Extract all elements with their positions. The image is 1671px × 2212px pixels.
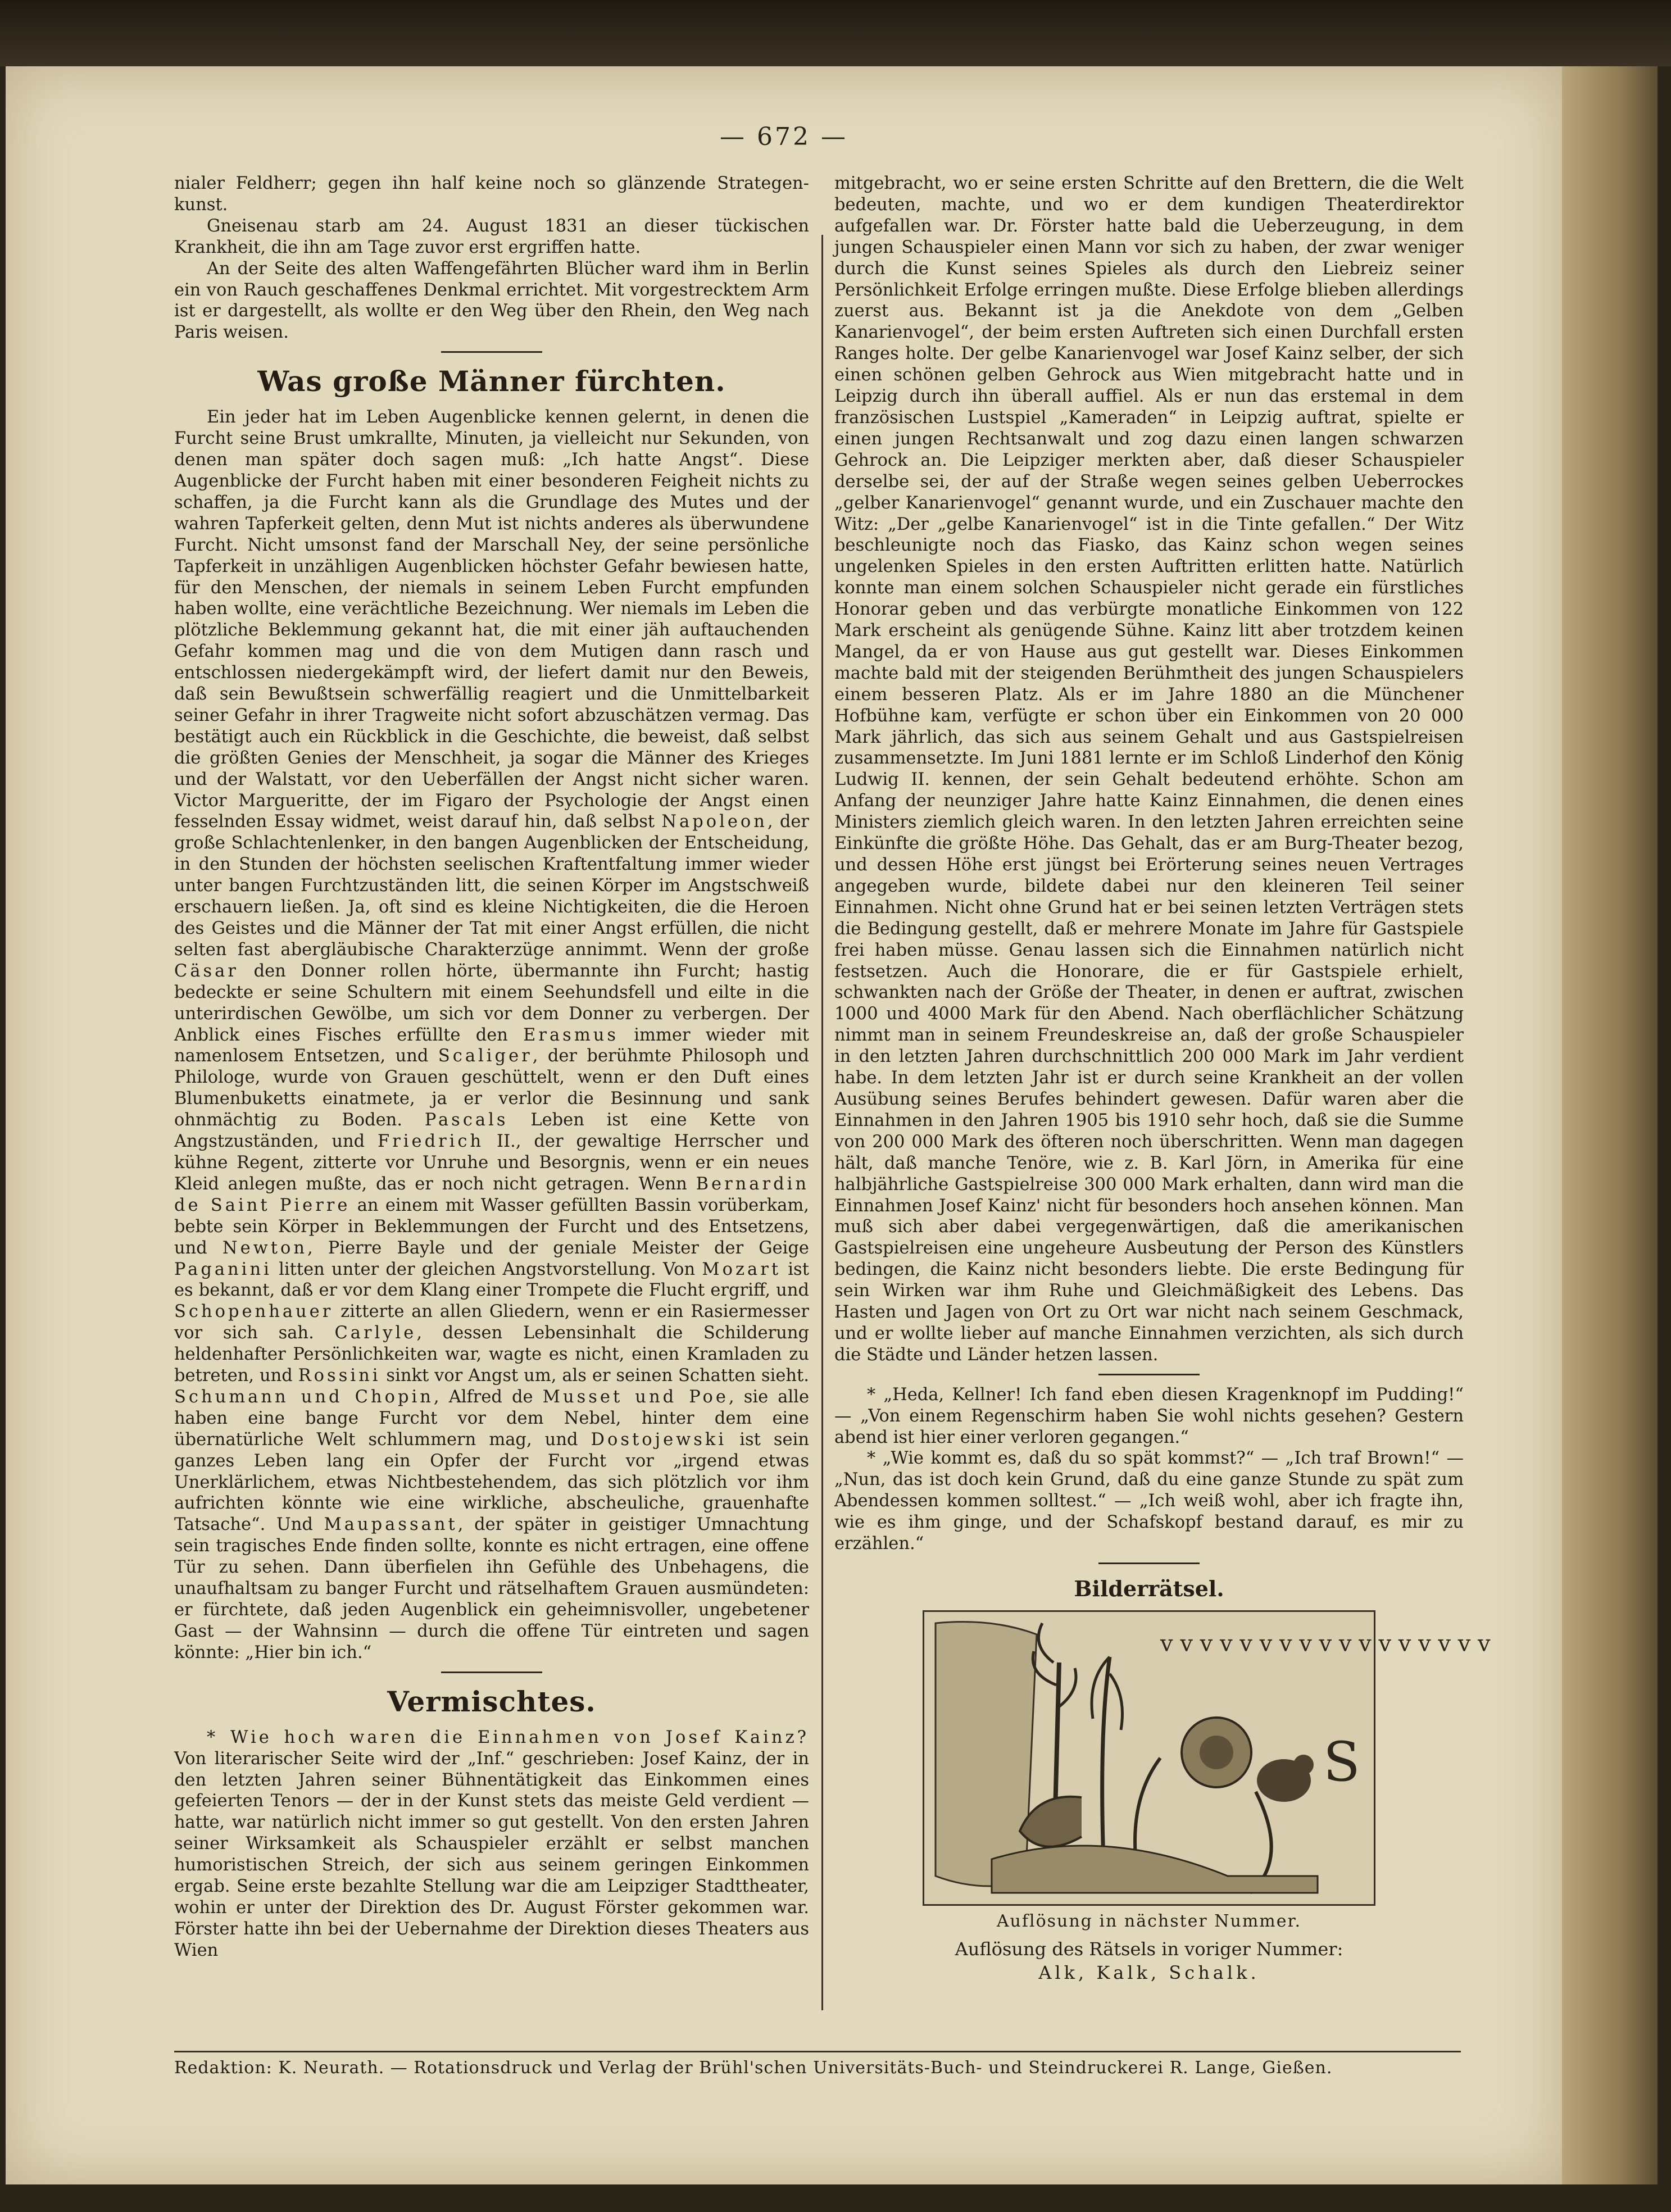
name-paganini: Paganini	[174, 1259, 272, 1279]
name-schopenhauer: Schopenhauer	[174, 1302, 334, 1322]
name-pascal: Pascals	[424, 1110, 508, 1130]
name-erasmus: Erasmus	[523, 1025, 619, 1045]
name-schumann-chopin: Schumann und Chopin	[174, 1387, 434, 1407]
intro-paragraph-1: nialer Feldherr; gegen ihn half keine noch so glänzende Strategen-kunst.	[174, 174, 809, 215]
name-dostojewski: Dostojewski	[591, 1429, 727, 1450]
newspaper-page	[6, 66, 1562, 2184]
kainz-article: * Wie hoch waren die Einnahmen von Josef Kainz? Von literarischer Seite wird der „Inf.“ geschrieben: Josef Kainz, der in den letzten Jahren seiner Bühnentätigkeit das Einkommen eines gefeierten Tenors — der in der Kunst stets das meiste Geld verdient — hatte, war natürlich nicht immer so gut gestellt. Von den ersten Jahren seiner Wirksamkeit als Schauspieler erzählt er selbst manchen humoristischen Streich, der sich aus seinem geringen Einkommen ergab. Seine erste bezahlte Stellung war die am Leipziger Stadttheater, wohin er unter der Direktion des Dr. August Förster gekommen war. Förster hatte ihn bei der Uebernahme der Direktion dieses Theaters aus Wien	[174, 1727, 809, 1960]
kainz-title: * Wie hoch waren die Einnahmen von Josef Kainz?	[207, 1727, 809, 1747]
left-column	[174, 173, 809, 1961]
name-napoleon: Napoleon	[661, 812, 768, 832]
article-body: Ein jeder hat im Leben Augenblicke kennen gelernt, in denen die Furcht seine Brust umkrallte, Minuten, ja vielleicht nur Sekunden, von denen man später doch sagen muß: „Ich hatte Angst“. Diese Augenblicke der Furcht haben mit einer besonderen Feigheit nichts zu schaffen, ja die Furcht kann als die Grundlage des Mutes und der wahren Tapferkeit gelten, denn Mut ist nichts anderes als überwundene Furcht. Nicht umsonst fand der Marschall Ney, der seine persönliche Tapferkeit in unzähligen Augenblicken höchster Gefahr bewiesen hatte, für den Menschen, der niemals in seinem Leben Furcht empfunden haben wollte, eine verächtliche Bezeichnung. Wer niemals im Leben die plötzliche Beklemmung gekannt hat, die mit einer jäh auftauchenden Gefahr kommen mag und die von dem Mutigen dann rasch und entschlossen niedergekämpft wird, der liefert damit nur den Beweis, daß sein Bewußtsein schwerfällig reagiert und die Unmittelbarkeit seiner Gefahr in ihrer Tragweite nicht sofort abzuschätzen vermag. Das bestätigt auch ein Rückblick in die Geschichte, die beweist, daß selbst die größten Genies der Menschheit, ja sogar die Männer des Krieges und der Walstatt, vor den Ueberfällen der Angst nicht sicher waren. Victor Margueritte, der im Figaro der Psychologie der Angst einen fesselnden Essay widmet, weist darauf hin, daß selbst Napoleon, der große Schlachtenlenker, in den bangen Augenblicken der Entscheidung, in den Stunden der höchsten seelischen Kraftentfaltung immer wieder unter bangen Furchtzuständen litt, die seinen Körper im Angstschweiß erschauern ließen. Ja, oft sind es kleine Nichtigkeiten, die die Heroen des Geistes und die Männer der Tat mit einer Angst erfüllen, die nicht selten fast abergläubische Charakterzüge annimmt. Wenn der große Cäsar den Donner rollen hörte, übermannte ihn Furcht; hastig bedeckte er seine Schultern mit einem Seehundsfell und eilte in die unterirdischen Gewölbe, um sich vor dem Donner zu verbergen. Der Anblick eines Fisches erfüllte den Erasmus immer wieder mit namenlosem Entsetzen, und Scaliger, der berühmte Philosoph und Philologe, wurde von Grauen geschüttelt, wenn er den Duft eines Blumenbuketts einatmete, ja er verlor die Besinnung und sank ohnmächtig zu Boden. Pascals Leben ist eine Kette von Angstzuständen, und Friedrich II., der gewaltige Herrscher und kühne Regent, zitterte vor Unruhe und Besorgnis, wenn er ein neues Kleid anlegen mußte, das er noch nicht getragen. Wenn Bernardin de Saint Pierre an einem mit Wasser gefüllten Bassin vorüberkam, bebte sein Körper in Beklemmungen der Furcht und des Entsetzens, und Newton, Pierre Bayle und der geniale Meister der Geige Paganini litten unter der gleichen Angstvorstellung. Von Mozart ist es bekannt, daß er vor dem Klang einer Trompete die Flucht ergriff, und Schopenhauer zitterte an allen Gliedern, wenn er ein Rasiermesser vor sich sah. Carlyle, dessen Lebensinhalt die Schilderung heldenhafter Persönlichkeiten war, wagte es nicht, einen Kramladen zu betreten, und Rossini sinkt vor Angst um, als er seinen Schatten sieht. Schumann und Chopin, Alfred de Musset und Poe, sie alle haben eine bange Furcht vor dem Nebel, hinter dem eine übernatürliche Welt schlummern mag, und Dostojewski ist sein ganzes Leben lang ein Opfer der Furcht vor „irgend etwas Unerklärlichem, etwas Nichtbestehendem, das sich plötzlich vor ihm aufrichten könnte wie eine wirkliche, abscheuliche, grauenhafte Tatsache“. Und Maupassant, der später in geistiger Umnachtung sein tragisches Ende finden sollte, konnte es nicht ertragen, eine offene Tür zu sehen. Dann überfielen ihn Gefühle des Unbehagens, die unaufhaltsam zu banger Furcht und rätselhaftem Grauen ausmündeten: er fürchtete, daß jeden Augenblick ein geheimnisvoller, ungebetener Gast — der Wahnsinn — durch die offene Tür eintreten und sagen könnte: „Hier bin ich.“	[174, 407, 810, 1663]
name-scaliger: Scaliger	[438, 1046, 533, 1066]
previous-answer	[834, 1937, 1464, 1984]
misc-heading: Vermischtes.	[387, 1684, 596, 1718]
kainz-continued: mitgebracht, wo er seine ersten Schritte auf den Brettern, die die Welt bedeuten, machte, und wo er dem kundigen Theaterdirektor aufgefallen war. Dr. Förster hatte bald die Ueberzeugung, in dem jungen Schauspieler einen Mann vor sich zu haben, der zwar weniger durch die Kunst seines Spieles als durch den Liebreiz seiner Persönlichkeit Erfolge erringen mußte. Diese Erfolge blieben allerdings zuerst aus. Bekannt ist ja die Anekdote von dem „Gelben Kanarienvogel“, der beim ersten Auftreten sich einen Durchfall ersten Ranges holte. Der gelbe Kanarienvogel war Josef Kainz selber, der sich einen schönen gelben Gehrock aus Wien mitgebracht hatte und in Leipzig durch ihn überall auffiel. Als er nun das erstemal in dem französischen Lustspiel „Kameraden“ in Leipzig auftrat, spielte er einen jungen Rechtsanwalt und zog dazu einen langen schwarzen Gehrock an. Die Leipziger merkten aber, daß dieser Schauspieler derselbe sei, der auf der Straße wegen seines gelben Ueberrockes „gelber Kanarienvogel“ genannt wurde, und ein Zuschauer machte den Witz: „Der „gelbe Kanarienvogel“ ist in die Tinte gefallen.“ Der Witz beschleunigte noch das Fiasko, das Kainz schon wegen seines ungelenken Spieles in den ersten Auftritten erlitten hatte. Natürlich konnte man einem solchen Schauspieler nicht gerade ein fürstliches Honorar geben und das verbürgte monatliche Einkommen von 122 Mark erscheint als genügende Sühne. Kainz litt aber trotzdem keinen Mangel, da er von Hause aus gut gestellt war. Dieses Einkommen machte bald mit der steigenden Berühmtheit des jungen Schauspielers einem besseren Platz. Als er im Jahre 1880 an die Münchener Hofbühne kam, verfügte er schon über ein Einkommen von 20 000 Mark jährlich, das sich aus seinem Gehalt und aus Gastspielreisen zusammensetzte. Im Juni 1881 lernte er im Schloß Linderhof den König Ludwig II. kennen, der sein Gehalt bedeutend erhöhte. Schon am Anfang der neunziger Jahre hatte Kainz Einnahmen, die denen eines Ministers ziemlich gleich waren. In den letzten Jahren erreichten seine Einkünfte die größte Höhe. Das Gehalt, das er am Burg-Theater bezog, und dessen Höhe erst jüngst bei Erörterung seines neuen Vertrages angegeben wurde, bildete dabei nur den kleineren Teil seiner Einnahmen. Nicht ohne Grund hat er bei seinen letzten Verträgen stets die Bedingung gestellt, daß er mehrere Monate im Jahre für Gastspiele frei haben müsse. Genau lassen sich die Einnahmen natürlich nicht festsetzen. Auch die Honorare, die er für Gastspiele erhielt, schwankten nach der Größe der Theater, in denen er auftrat, zwischen 1000 und 4000 Mark für den Abend. Nach oberflächlicher Schätzung nimmt man in seinem Freundeskreise an, daß der große Schauspieler in den letzten Jahren durchschnittlich 200 000 Mark im Jahr verdient habe. In dem letzten Jahr ist er durch seine Krankheit an der vollen Ausübung seines Berufes behindert gewesen. Dafür waren aber die Einnahmen in den Jahren 1905 bis 1910 sehr hoch, daß sie die Summe von 200 000 Mark des öfteren noch überschritten. Wenn man dagegen hält, daß manche Tenöre, wie z. B. Karl Jörn, in Amerika für eine halbjährliche Gastspielreise 300 000 Mark erhalten, dann wird man die Einnahmen Josef Kainz' nicht für besonders hoch ansehen können. Man muß sich aber dabei vergegenwärtigen, daß die amerikanischen Gastspielreisen eine ungeheure Ausbeutung der Person des Künstlers bedingen, die Kainz nicht besonders liebte. Die erste Bedingung für sein Wirken war ihm Ruhe und Gleichmäßigkeit des Lebens. Das Hasten und Jagen von Ort zu Ort war nicht nach seinem Geschmack, und er wollte lieber auf manche Einnahmen verzichten, als sich durch die Städte und Länder hetzen lassen.	[834, 174, 1464, 1365]
section-divider	[1098, 1374, 1200, 1375]
section-divider	[441, 1672, 542, 1673]
previous-answer-value: Alk, Kalk, Schalk.	[1038, 1962, 1260, 1983]
imprint-footer: Redaktion: K. Neurath. — Rotationsdruck und Verlag der Brühl'schen Universitäts-Buch- und Steindruckerei R. Lange, Gießen.	[174, 2051, 1461, 2079]
previous-answer-label: Auflösung des Rätsels in voriger Nummer:	[955, 1938, 1343, 1960]
name-friedrich: Friedrich	[378, 1132, 484, 1152]
puzzle-caption: Auflösung in nächster Nummer.	[996, 1911, 1302, 1931]
name-mozart: Mozart	[702, 1259, 782, 1279]
scan-top-edge	[0, 0, 1671, 66]
book-gutter	[1562, 66, 1658, 2184]
section-divider	[441, 351, 542, 353]
intro-paragraph-3: An der Seite des alten Waffengefährten Blücher ward ihm in Berlin ein von Rauch geschaffenes Denkmal errichtet. Mit vorgestrecktem Arm ist er dargestellt, als wollte er den Weg über den Rhein, den Weg nach Paris weisen.	[174, 258, 809, 343]
name-caesar: Cäsar	[174, 961, 239, 981]
article-heading: Was große Männer fürchten.	[257, 365, 726, 398]
name-newton: Newton	[222, 1238, 308, 1258]
puzzle-letters: v v v v v v v v v v v v v v v v v	[1160, 1631, 1491, 1657]
puzzle-letter-s: S	[1323, 1730, 1360, 1793]
name-maupassant: Maupassant	[324, 1515, 458, 1535]
intro-paragraph-2: Gneisenau starb am 24. August 1831 an dieser tückischen Krankheit, die ihn am Tage zuvor erst ergriffen hatte.	[174, 216, 809, 257]
name-carlyle: Carlyle	[334, 1323, 417, 1343]
column-rule	[821, 235, 823, 2010]
name-musset-poe: Musset und Poe	[542, 1387, 729, 1407]
puzzle-heading: Bilderrätsel.	[1074, 1576, 1224, 1601]
page-number: — 672 —	[720, 122, 848, 151]
puzzle-drawing	[924, 1612, 1491, 1904]
joke-2: * „Wie kommt es, daß du so spät kommst?“ — „Ich traf Brown!“ — „Nun, das ist doch kein Grund, daß du eine ganze Stunde zu spät zum Abendessen kommen solltest.“ — „Ich weiß wohl, aber ich fragte ihn, wie es ihm ginge, und der Schafskopf bestand darauf, es mir zu erzählen.“	[834, 1448, 1464, 1554]
joke-1: * „Heda, Kellner! Ich fand eben diesen Kragenknopf im Pudding!“ — „Von einem Regenschirm haben Sie wohl nichts gesehen? Gestern abend ist hier einer verloren gegangen.“	[834, 1384, 1464, 1447]
picture-puzzle-illustration	[923, 1610, 1491, 1906]
right-column	[834, 173, 1491, 1984]
name-rossini: Rossini	[298, 1366, 381, 1386]
section-divider	[1098, 1563, 1200, 1564]
name-bernardin: Bernardin de Saint Pierre	[174, 1174, 809, 1215]
